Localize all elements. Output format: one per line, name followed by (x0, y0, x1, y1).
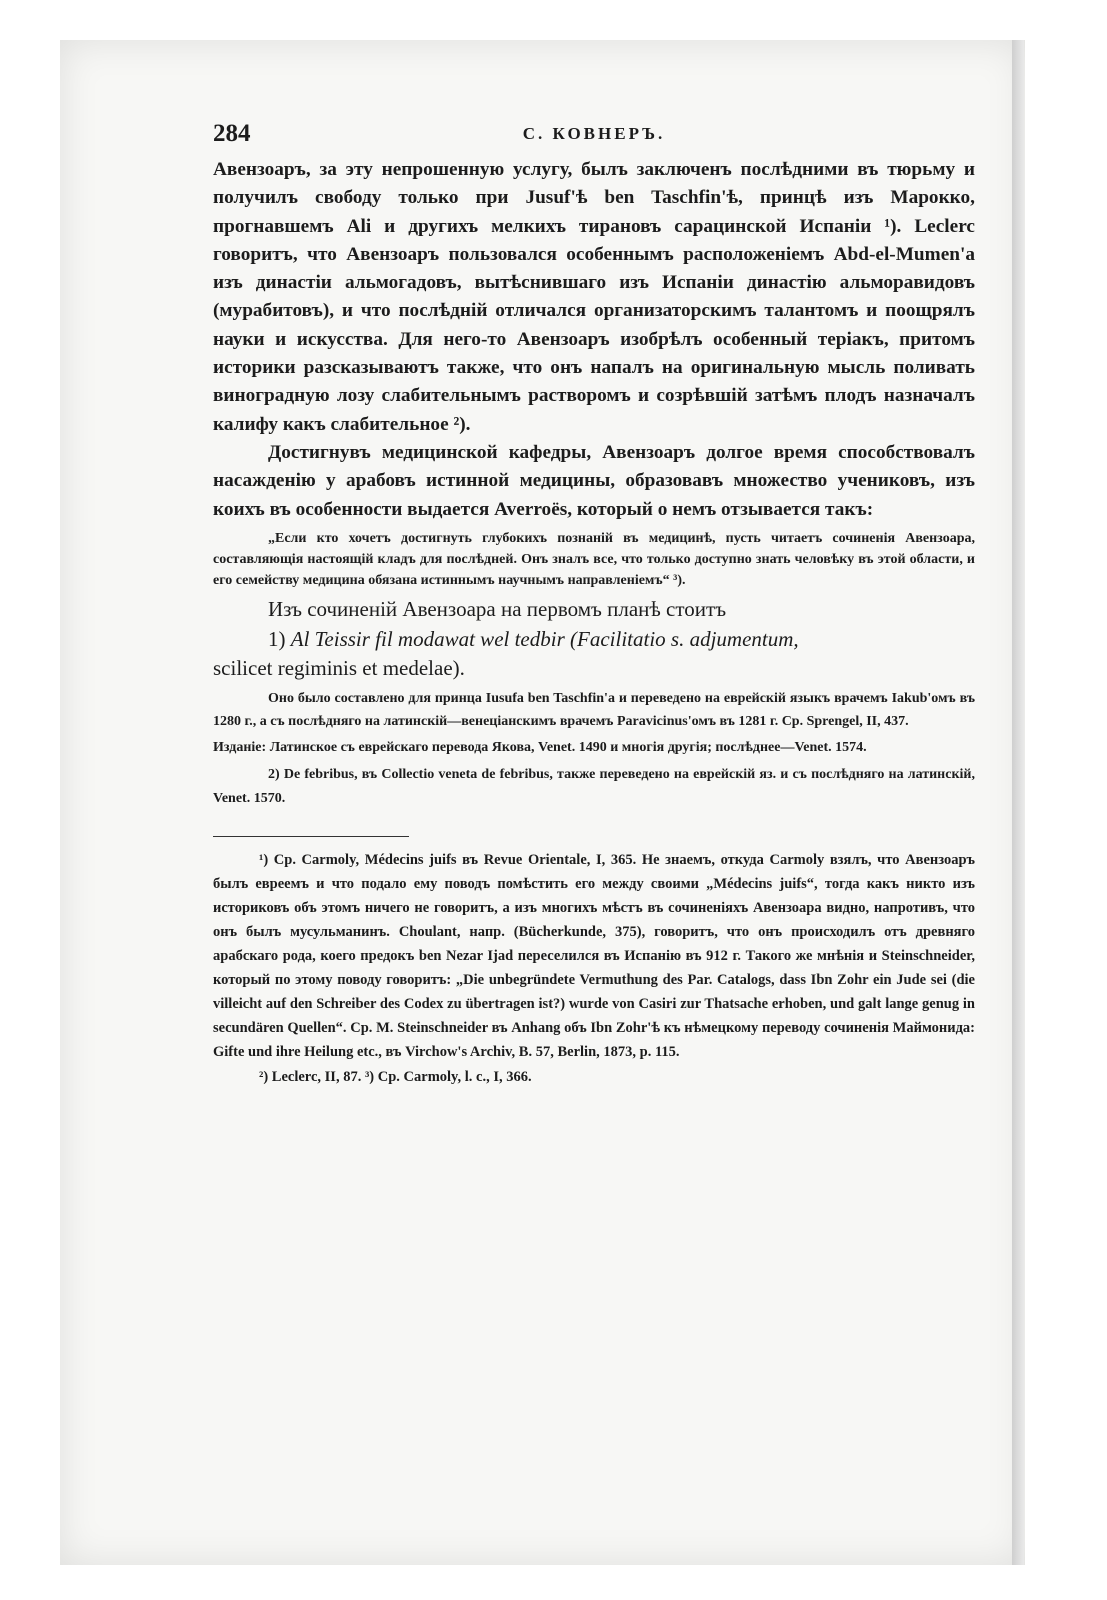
work-1-title-rest: scilicet regiminis et medelae). (213, 656, 465, 681)
edition-text: Латинское съ еврейскаго перевода Якова, Venet. 1490 и многія другія; послѣднее—Venet. 1574. (269, 739, 867, 755)
edition-label: Изданіе: (213, 739, 267, 755)
running-head (213, 120, 975, 156)
work-1-title (213, 624, 975, 654)
paragraph-2: Достигнувъ медицинской кафедры, Авензоаръ долгое время способствовалъ насажденію у арабовъ истинной медицины, образовавъ множество учениковъ, изъ коихъ въ особенности выдается Averroës, который о немъ отзывается такъ: (213, 441, 975, 520)
averroes-quote: „Если кто хочетъ достигнуть глубокихъ познаній въ медицинѣ, пусть читаетъ сочиненія Авензоара, составляющія настоящій кладъ для послѣдней. Онъ зналъ все, что только доступно знать человѣку въ этой области, и его семейству медицина обязана истиннымъ научнымъ направленіемъ“ ³). (213, 530, 975, 589)
running-title: С. КОВНЕРЪ. (522, 124, 666, 143)
footnote-1: ¹) Ср. Carmoly, Médecins juifs въ Revue Orientale, I, 365. Не знаемъ, откуда Carmoly взялъ, что Авензоаръ былъ евреемъ и что подало ему поводъ помѣстить его между своими „Médecins juifs“, тогда какъ никто изъ историковъ объ этомъ ничего не говоритъ, а изъ многихъ мѣстъ въ сочиненіяхъ Авензоара видно, напротивъ, что онъ былъ мусульманинъ. Choulant, напр. (Bücherkunde, 375), говоритъ, что онъ происходилъ отъ древняго арабскаго рода, коего предокъ ben Nezar Ijad переселился въ Испанію въ 912 г. Такого же мнѣнія и Steinschneider, который по этому поводу говоритъ: „Die unbegründete Vermuthung des Par. Catalogs, dass Ibn Zohr ein Jude sei (die villeicht auf den Schreiber des Codex zu übertragen ist?) wurde von Casiri zur Thatsache erhoben, und galt lange genug in secundären Quellen“. Ср. M. Steinschneider въ Anhang объ Ibn Zohr'ѣ къ нѣмецкому переводу сочиненія Маймонида: Gifte und ihre Heilung etc., въ Virchow's Archiv, B. 57, Berlin, 1873, p. 115. (213, 852, 975, 1060)
work-1-edition (213, 736, 975, 760)
page-content (213, 120, 975, 1090)
page-edge-shadow (1012, 40, 1024, 1565)
footnotes-2-3: ²) Leclerc, II, 87. ³) Ср. Carmoly, l. c., I, 366. (259, 1069, 532, 1086)
page-number: 284 (213, 120, 251, 147)
work-1-note: Оно было составлено для принца Iusufa ben Taschfin'a и переведено на еврейскій языкъ врачемъ Iakub'омъ въ 1280 г., а съ послѣдняго на латинскій—венеціанскимъ врачемъ Paravicinus'омъ въ 1281 г. Ср. Sprengel, II, 437. (213, 690, 975, 730)
work-1-number: 1) (268, 627, 286, 652)
works-heading: Изъ сочиненій Авензоара на первомъ планѣ стоитъ (268, 597, 727, 622)
paragraph-1: Авензоаръ, за эту непрошенную услугу, былъ заключенъ послѣдними въ тюрьму и получилъ свободу только при Jusuf'ѣ ben Taschfin'ѣ, принцѣ изъ Марокко, прогнавшемъ Ali и другихъ мелкихъ тирановъ сарацинской Испаніи ¹). Leclerc говоритъ, что Авензоаръ пользовался особеннымъ расположеніемъ Abd-el-Mumen'a изъ династіи альмогадовъ, вытѣснившаго изъ Испаніи династію альморавидовъ (мурабитовъ), и что послѣдній отличался организаторскимъ талантомъ и поощрялъ науки и искусства. Для него-то Авензоаръ изобрѣлъ особенный теріакъ, притомъ историки разсказываютъ также, что онъ напалъ на оригинальную мысль поливать виноградную лозу слабительнымъ растворомъ и созрѣвшій затѣмъ плодъ назначалъ калифу какъ слабительное ²). (213, 159, 975, 435)
footnote-rule (213, 836, 409, 837)
work-2: 2) De febribus, въ Collectio veneta de febribus, также переведено на еврейскій яз. и съ послѣдняго на латинскій, Venet. 1570. (213, 767, 975, 806)
work-1-title-text: Al Teissir fil modawat wel tedbir (Facilitatio s. adjumentum, (290, 627, 799, 652)
